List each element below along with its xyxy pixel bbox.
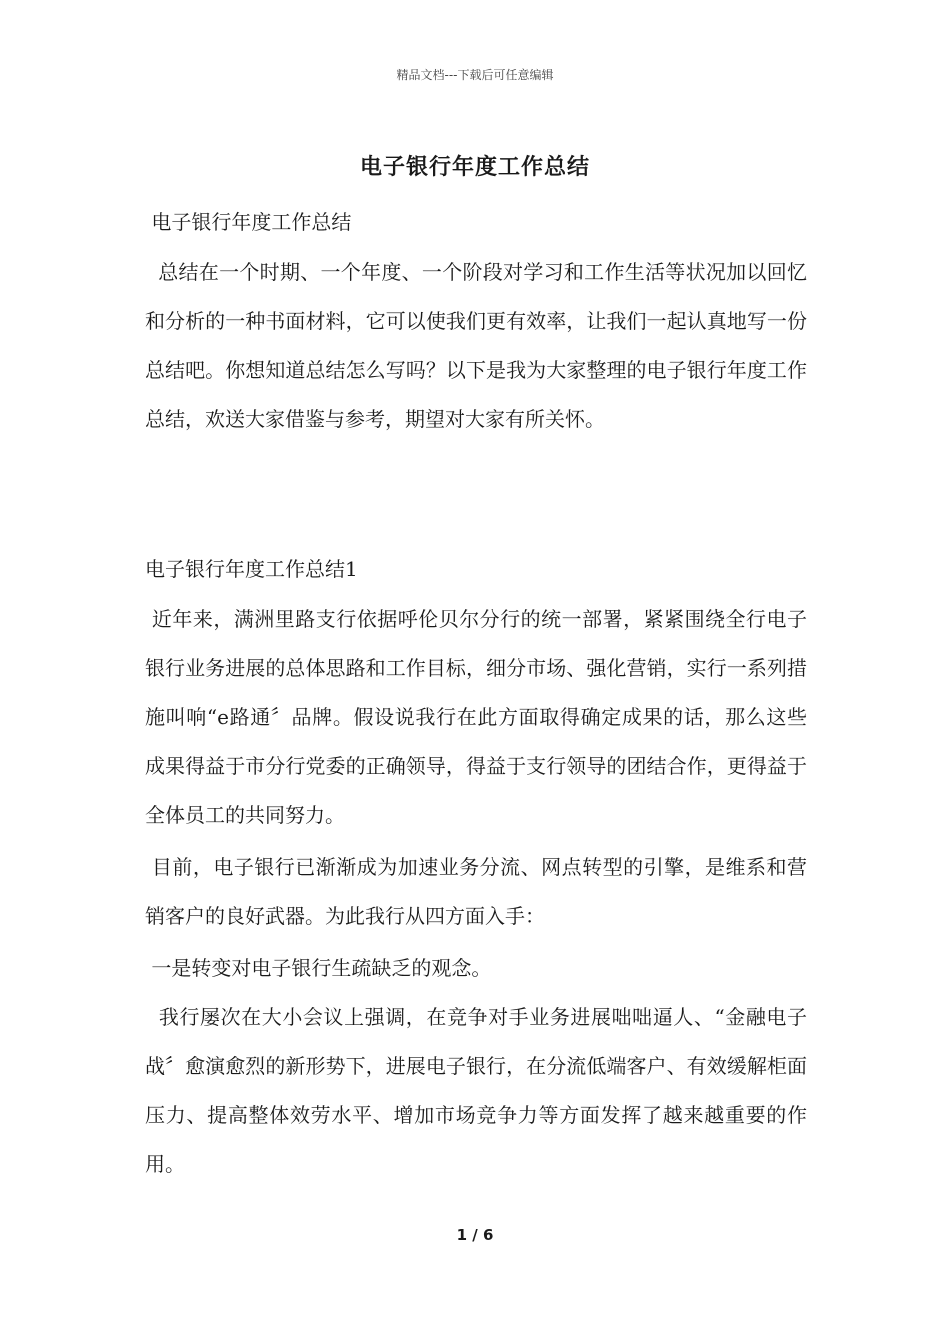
document-title: 电子银行年度工作总结 — [359, 154, 590, 180]
body-paragraph: 近年来，满洲里路支行依据呼伦贝尔分行的统一部署，紧紧围绕全行电子银行业务进展的总体思路和工作目标，细分市场、强化营销，实行一系列措施叫响“e路通〞品牌。假设说我行在此方面取得确定成果的话，那么这些成果得益于市分行党委的正确领导，得益于支行领导的团结合作，更得益于全体员工的共同努力。 — [145, 607, 808, 827]
document-subtitle: 电子银行年度工作总结 — [145, 210, 352, 234]
intro-paragraph: 总结在一个时期、一个年度、一个阶段对学习和工作生活等状况加以回忆和分析的一种书面材料，它可以使我们更有效率，让我们一起认真地写一份总结吧。你想知道总结怎么写吗？以下是我为大家整理的电子银行年度工作总结，欢送大家借鉴与参考，期望对大家有所关怀。 — [145, 260, 807, 431]
section-heading: 电子银行年度工作总结1 — [145, 557, 358, 581]
page-number: 1 / 6 — [456, 1226, 494, 1244]
header-note: 精品文档---下载后可任意编辑 — [396, 68, 554, 82]
body-paragraph: 我行屡次在大小会议上强调，在竞争对手业务进展咄咄逼人、“金融电子战〞愈演愈烈的新形势下，进展电子银行，在分流低端客户、有效缓解柜面压力、提高整体效劳水平、增加市场竞争力等方面发挥了越来越重要的作用。 — [145, 1005, 807, 1176]
body-paragraph: 一是转变对电子银行生疏缺乏的观念。 — [145, 956, 492, 980]
body-paragraph: 目前，电子银行已渐渐成为加速业务分流、网点转型的引擎，是维系和营销客户的良好武器。为此我行从四方面入手： — [145, 855, 808, 928]
